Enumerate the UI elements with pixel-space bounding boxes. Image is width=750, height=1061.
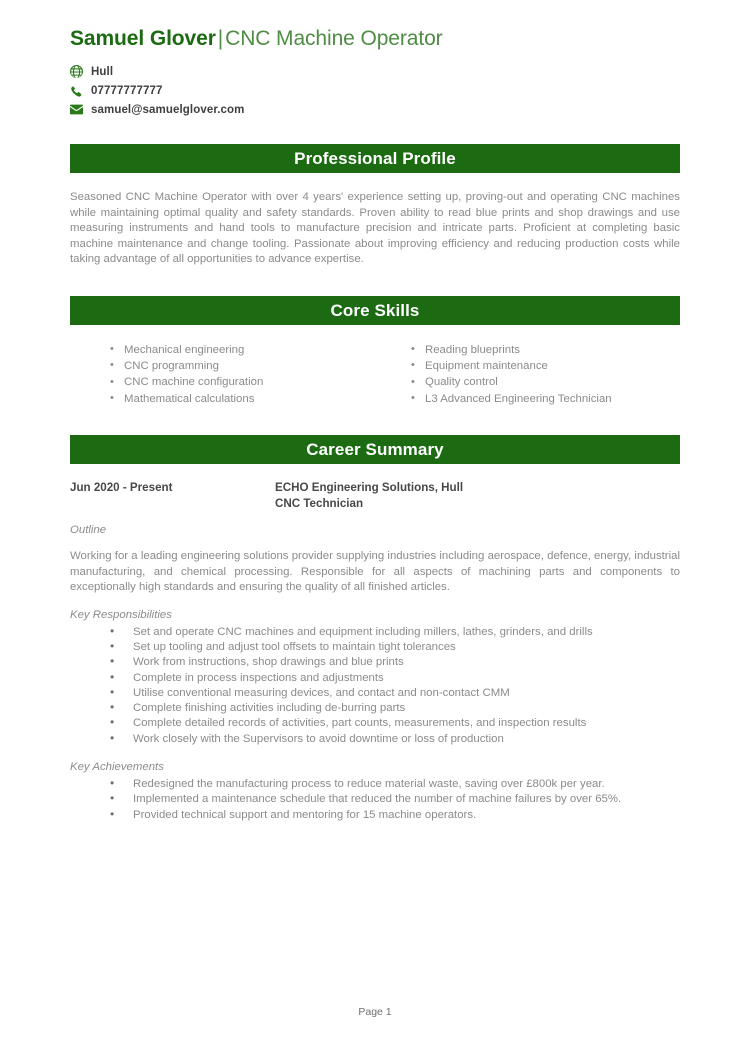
list-item: • CNC machine configuration	[110, 374, 375, 390]
core-skills-left-list	[110, 342, 375, 408]
key-achievements-list	[70, 777, 680, 823]
list-item: • Provided technical support and mentoring for 15 machine operators.	[70, 808, 680, 823]
list-item: • Complete in process inspections and adjustments	[70, 671, 680, 686]
list-item: • Work closely with the Supervisors to avoid downtime or loss of production	[70, 732, 680, 747]
list-item: • Equipment maintenance	[411, 358, 680, 374]
core-skills-right-column	[375, 342, 680, 408]
envelope-icon	[70, 103, 85, 116]
candidate-job-title: CNC Machine Operator	[225, 27, 443, 50]
key-responsibilities-label: Key Responsibilities	[70, 608, 172, 621]
globe-icon	[70, 65, 85, 78]
section-header-core-skills: Core Skills	[70, 296, 680, 325]
list-item: • Complete finishing activities including de-burring parts	[70, 701, 680, 716]
list-item: • Utilise conventional measuring devices, and contact and non-contact CMM	[70, 686, 680, 701]
job-entry-header	[70, 480, 680, 511]
resume-content	[70, 26, 680, 823]
page-footer: Page 1	[358, 1006, 392, 1018]
key-responsibilities-list	[70, 625, 680, 747]
job-dates: Jun 2020 - Present	[70, 481, 173, 495]
list-item: • Work from instructions, shop drawings and blue prints	[70, 655, 680, 670]
contact-item-email	[70, 101, 680, 118]
list-item: • Set and operate CNC machines and equipment including millers, lathes, grinders, and drills	[70, 625, 680, 640]
contact-item-phone	[70, 82, 680, 99]
list-item: • Set up tooling and adjust tool offsets to maintain tight tolerances	[70, 640, 680, 655]
section-header-professional-profile: Professional Profile	[70, 144, 680, 173]
core-skills-left-column	[70, 342, 375, 408]
list-item: • Implemented a maintenance schedule that reduced the number of machine failures by over 65%.	[70, 792, 680, 807]
outline-label: Outline	[70, 524, 107, 537]
contact-location-text: Hull	[91, 65, 114, 78]
list-item: • Mechanical engineering	[110, 342, 375, 358]
list-item: • CNC programming	[110, 358, 375, 374]
list-item: • Redesigned the manufacturing process to reduce material waste, saving over £800k per year.	[70, 777, 680, 792]
list-item: • Complete detailed records of activities, part counts, measurements, and inspection results	[70, 716, 680, 731]
contact-list	[70, 63, 680, 118]
list-item: • L3 Advanced Engineering Technician	[411, 391, 680, 407]
list-item: • Quality control	[411, 374, 680, 390]
page-title	[70, 26, 680, 52]
phone-icon	[70, 84, 85, 97]
job-role: CNC Technician	[275, 496, 364, 510]
list-item: • Mathematical calculations	[110, 391, 375, 407]
key-achievements-label: Key Achievements	[70, 761, 164, 773]
job-outline-text: Working for a leading engineering solutions provider supplying industries including aerospace, defence, energy, industrial manufacturing, and chemical processing. Responsible for all aspects of machining parts and components to exceptionally high standards and ensuring the quality of all finished articles.	[70, 550, 680, 594]
job-identity	[275, 480, 680, 511]
section-header-career-summary: Career Summary	[70, 435, 680, 464]
job-company: ECHO Engineering Solutions, Hull	[275, 481, 464, 495]
list-item: • Reading blueprints	[411, 342, 680, 358]
candidate-name: Samuel Glover	[70, 27, 216, 50]
contact-item-location	[70, 63, 680, 80]
contact-phone-text: 07777777777	[91, 84, 163, 97]
contact-email-text: samuel@samuelglover.com	[91, 103, 245, 116]
professional-profile-text: Seasoned CNC Machine Operator with over 4 years' experience setting up, proving-out and operating CNC machines while maintaining optimal quality and safety standards. Proven ability to read blue prints and shop drawings and use measuring instruments and hand tools to manufacture precision and intricate parts. Proficient at completing basic machine maintenance and change tooling. Passionate about improving efficiency and reducing production costs while taking advantage of all opportunities to advance expertise.	[70, 191, 680, 265]
key-achievements-block	[70, 760, 680, 823]
core-skills-right-list	[411, 342, 680, 408]
core-skills-columns	[70, 342, 680, 408]
title-separator: |	[217, 27, 224, 50]
